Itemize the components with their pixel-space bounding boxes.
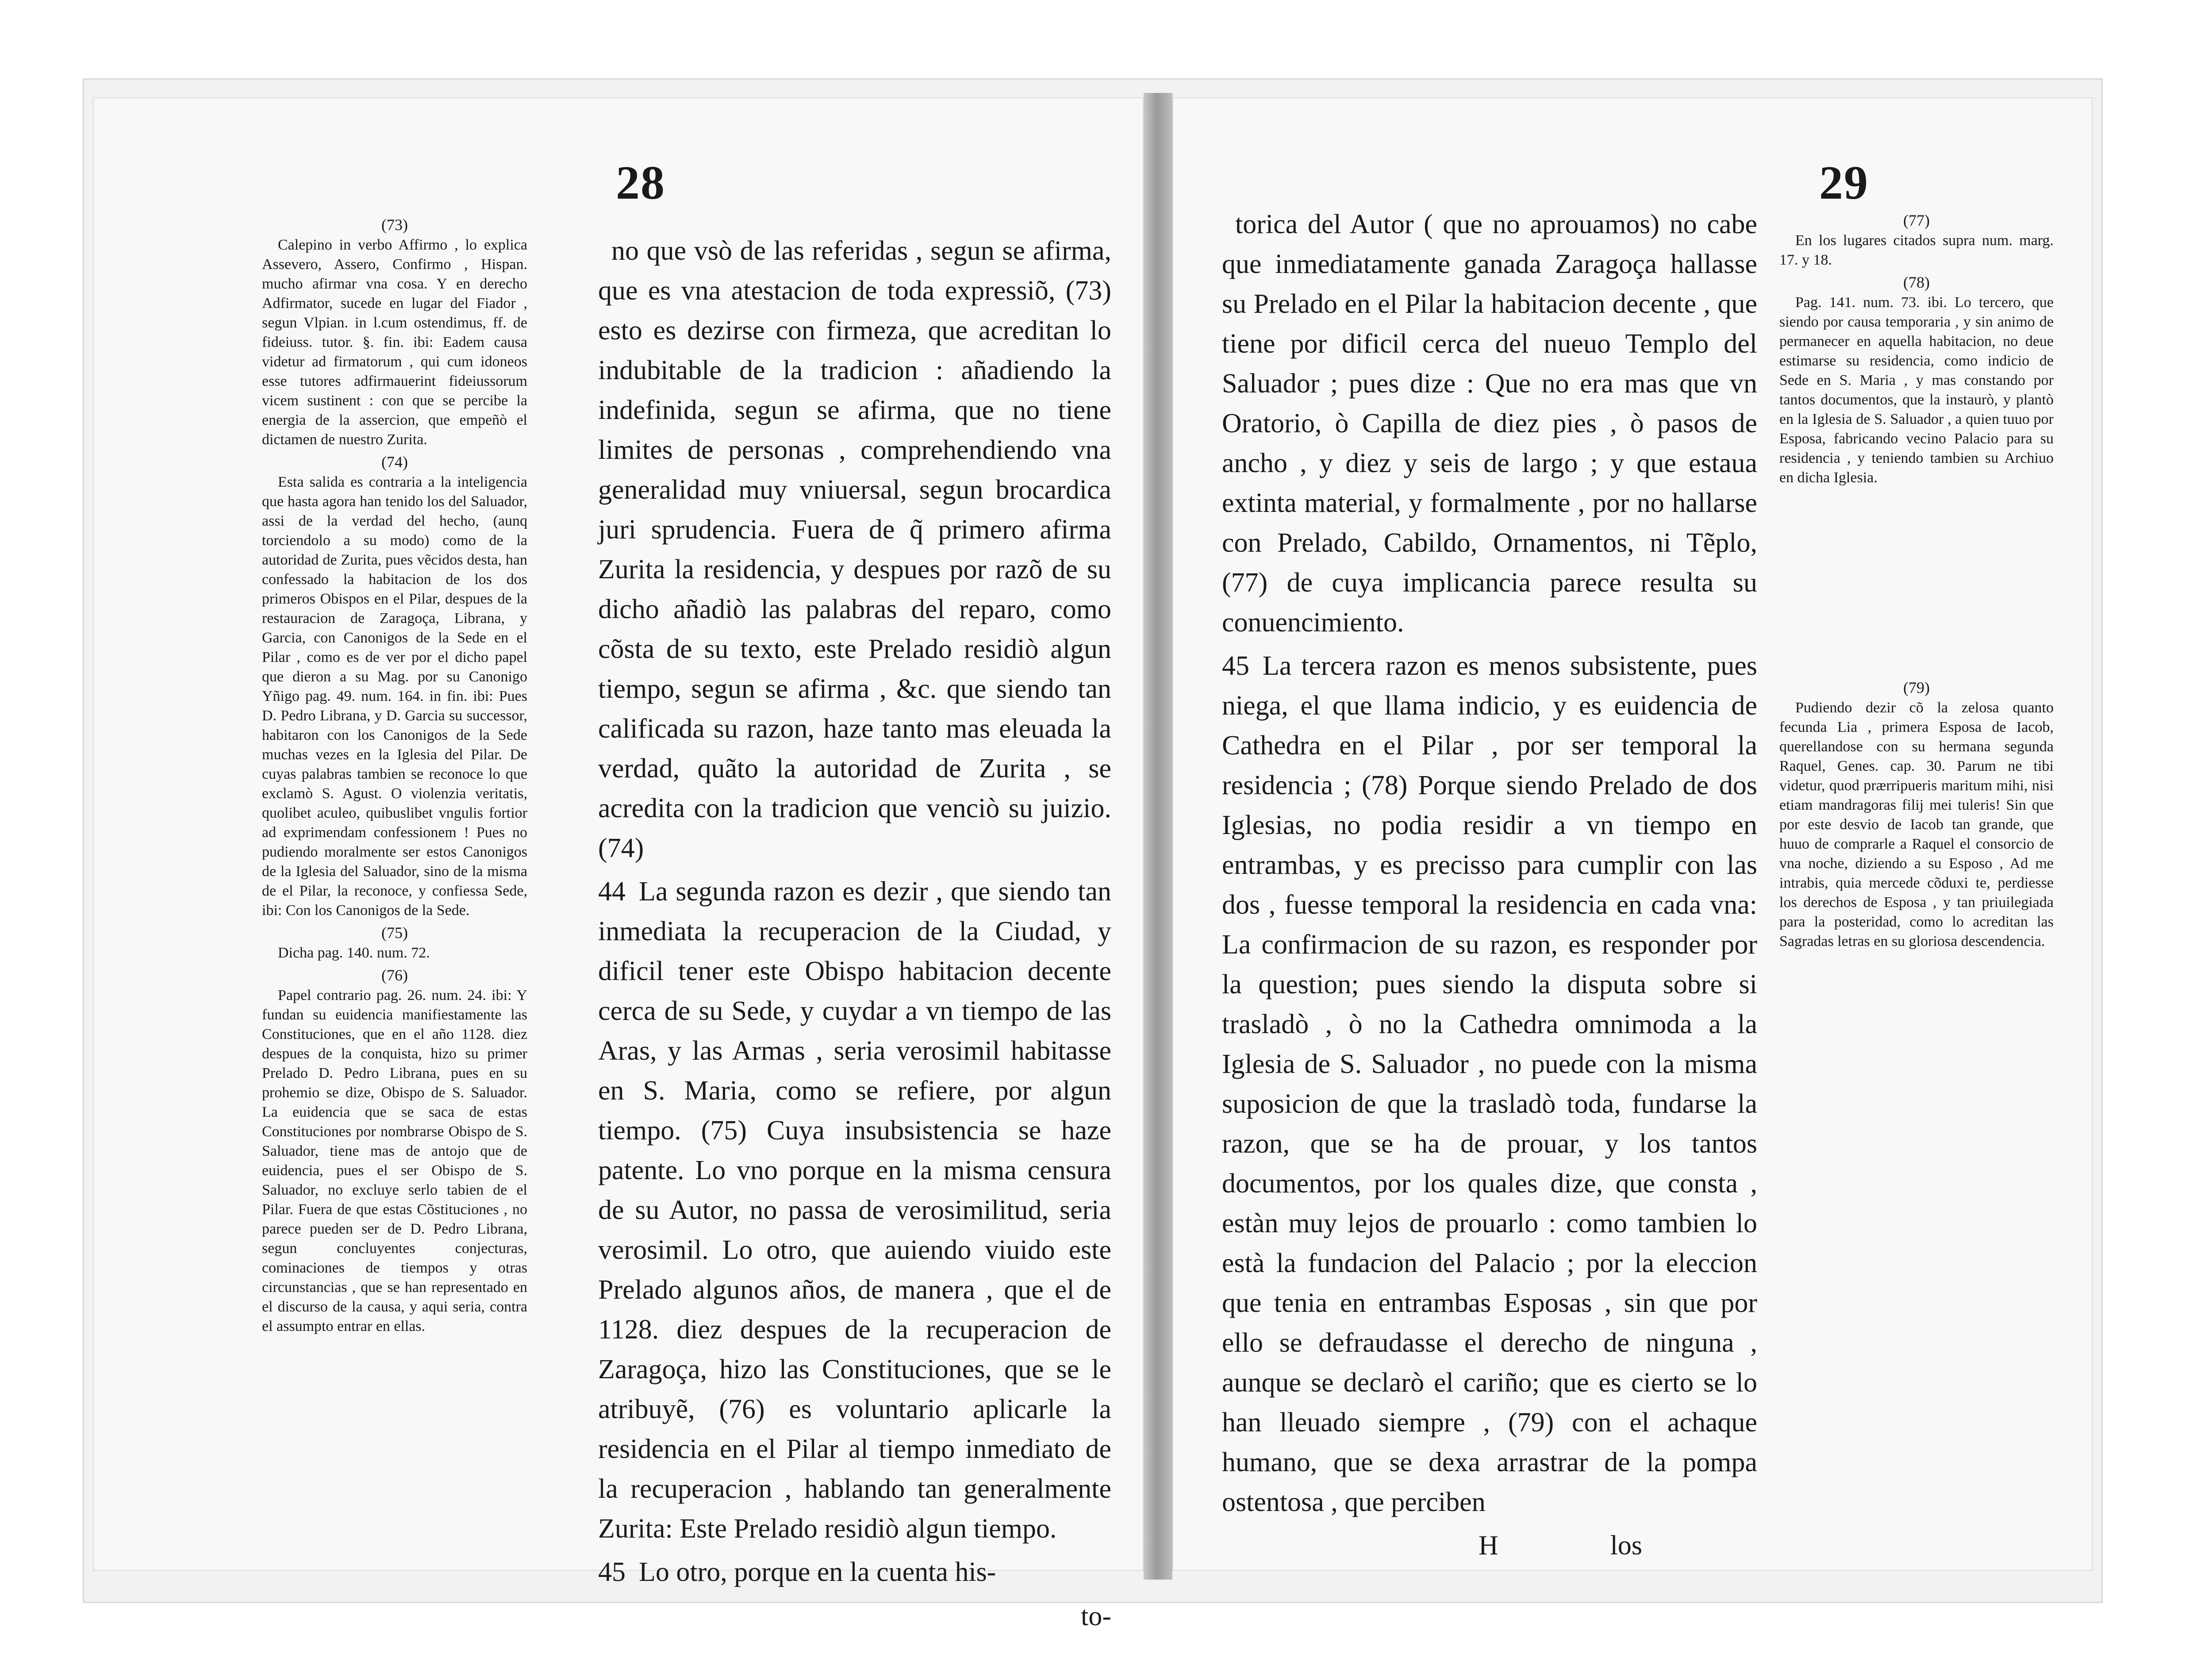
paragraph	[1222, 204, 1757, 642]
left-page	[93, 97, 1144, 1631]
main-text	[598, 231, 1111, 1636]
note-number: (74)	[381, 453, 408, 471]
margin-notes	[262, 213, 527, 1339]
book-gutter	[1144, 93, 1172, 1580]
note-number: (77)	[1903, 211, 1930, 229]
page-number: 29	[1819, 157, 1869, 209]
blank-space	[1779, 490, 2054, 676]
page-footer	[1222, 1526, 1757, 1565]
note-text: Esta salida es contraria a la inteligencia que hasta agora han tenido los del Saluador, assi de la verdad del hecho, (aunq torciendolo a su modo) como de la autoridad de Zurita, pues vẽcidos desta, han confessado la habitacion de los dos primeros Obispos en el Pilar, despues de la restauracion de Zaragoça, Librana, y Garcia, con Canonigos de la Sede en el Pilar , como es de ver por el dicho papel que dieron a su Mag. por su Canonigo Yñigo pag. 49. num. 164. in fin. ibi: Pues D. Pedro Librana, y D. Garcia su successor, habitaron con los Canonigos de la Sede muchas vezes en la Iglesia del Pilar. De cuyas palabras tambien se reconoce lo que exclamò S. Agust. O violenzia veritatis, quolibet aculeo, quibuslibet vngulis fortior ad exprimendam confessionem ! Pues no pudiendo moralmente ser estos Canonigos de la Iglesia del Saluador, sino de la misma de el Pilar, la reconoce, y confiessa Sede, ibi: Con los Canonigos de la Sede.	[262, 474, 527, 919]
margin-note	[262, 452, 527, 920]
note-text: Calepino in verbo Affirmo , lo explica Assevero, Assero, Confirmo , Hispan. mucho afirmar vna cosa. Y en derecho Adfirmator, sucede en lugar del Fiador , segun Vlpian. in l.cum ostendimus, ff. de fideiuss. tutor. §. fin. ibi: Eadem causa videtur ad firmatorum , qui cum idoneos esse tutores adfirmauerint fideiussorum vicem sustinent : con que se percibe la energia de la assercion, que empeñò el dictamen de nuestro Zurita.	[262, 237, 527, 448]
paragraph-text: La tercera razon es menos subsistente, pues niega, el que llama indicio, y es euidencia de Cathedra en el Pilar , por ser temporal la residencia ; (78) Porque siendo Prelado de dos Iglesias, no podia residir a vn tiempo en entrambas, y es precisso para cumplir con las dos , fuesse temporal la residencia en cada vna: La confirmacion de su razon, es responder por la question; pues siendo la disputa sobre si trasladò , ò no la Cathedra omnimoda a la Iglesia de S. Saluador , no puede con la misma suposicion de que la trasladò toda, fundarse la razon, que se ha de prouar, y los tantos documentos, por los quales dize, que consta , estàn muy lejos de prouarlo : como tambien lo està la fundacion del Palacio ; por la eleccion que tenia en entrambas Esposas , sin que por ello se defraudasse el derecho de ninguna , aunque se declarò el cariño; que es cierto se lo han lleuado siempre , (79) con el achaque humano, que se dexa arrastrar de la pompa ostentosa , que perciben	[1222, 651, 1757, 1517]
margin-note	[262, 923, 527, 963]
margin-note	[1779, 273, 2054, 488]
signature-mark: H	[1479, 1530, 1498, 1561]
page-number: 28	[616, 157, 665, 209]
paragraph-text: torica del Autor ( que no aprouamos) no cabe que inmediatamente ganada Zaragoça hallasse su Prelado en el Pilar la habitacion decente , que tiene por dificil cerca del nueuo Templo del Saluador ; pues dize : Que no era mas que vn Oratorio, ò Capilla de diez pies , ò pasos de ancho , y diez y seis de largo ; y que estaua extinta material, y formalmente , por no hallarse con Prelado, Cabildo, Ornamentos, ni Tẽplo, (77) de cuya implicancia parece resulta su conuencimiento.	[1222, 209, 1757, 638]
paragraph	[598, 231, 1111, 868]
paragraph-text: La segunda razon es dezir , que siendo tan inmediata la recuperacion de la Ciudad, y dificil tener este Obispo habitacion decente cerca de su Sede, y cuydar a vn tiempo de las Aras, y las Armas , seria verosimil habitasse en S. Maria, como se refiere, por algun tiempo. (75) Cuya insubsistencia se haze patente. Lo vno porque en la misma censura de su Autor, no passa de verosimilitud, seria verosimil. Lo otro, que auiendo viuido este Prelado algunos años, de manera , que el de 1128. diez despues de la recuperacion de Zaragoça, hizo las Constituciones, que se le atribuyẽ, (76) es voluntario aplicarle la residencia en el Pilar al tiempo inmediato de la recuperacion , hablando tan generalmente Zurita: Este Prelado residiò algun tiempo.	[598, 877, 1111, 1544]
margin-note	[262, 215, 527, 450]
note-number: (73)	[381, 216, 408, 234]
margin-notes	[1779, 209, 2054, 954]
catchword: to-	[1081, 1601, 1111, 1631]
open-book	[84, 80, 2101, 1631]
note-text: Pag. 141. num. 73. ibi. Lo tercero, que siendo por causa temporaria , y sin animo de permanecer en aquella habitacion, no deue estimarse su residencia, como indicio de Sede en S. Maria , y mas constando por tantos documentos, que la instaurò, y plantò en la Iglesia de S. Saluador , a quien tuuo por Esposa, fabricando vecino Palacio para su residencia , y teniendo tambien su Archiuo en dicha Iglesia.	[1779, 294, 2054, 486]
note-text: Dicha pag. 140. num. 72.	[278, 945, 430, 961]
catchword: los	[1610, 1530, 1642, 1561]
paragraph-number: 45	[1222, 651, 1249, 681]
paragraph-number: 45	[598, 1557, 626, 1587]
note-number: (76)	[381, 966, 408, 984]
right-page	[1172, 97, 2093, 1571]
note-number: (78)	[1903, 273, 1930, 291]
margin-note	[262, 965, 527, 1336]
main-text	[1222, 204, 1757, 1565]
note-text: Papel contrario pag. 26. num. 24. ibi: Y fundan su euidencia manifiestamente las Constituciones, que en el año 1128. diez despues de la conquista, hizo su primer Prelado D. Pedro Librana, pues en su prohemio se dize, Obispo de S. Saluador. La euidencia que se saca de estas Constituciones por nombrarse Obispo de S. Saluador, tiene mas de antojo que de euidencia, pues el ser Obispo de S. Saluador, no excluye serlo tabien de el Pilar. Fuera de que estas Cõstituciones , no parece pueden ser de D. Pedro Librana, segun concluyentes conjecturas, cominaciones de tiempos y otras circunstancias , que se han representado en el discurso de la causa, y aqui seria, contra el assumpto entrar en ellas.	[262, 987, 527, 1334]
note-text: En los lugares citados supra num. marg. 17. y 18.	[1779, 232, 2054, 268]
paragraph-text: no que vsò de las referidas , segun se afirma, que es vna atestacion de toda expressiõ, (73) esto es dezirse con firmeza, que acreditan lo indubitable de la tradicion : añadiendo la indefinida, segun se afirma, que no tiene limites de personas , comprehendiendo vna generalidad muy vniuersal, segun brocardica juri sprudencia. Fuera de q̃ primero afirma Zurita la residencia, y despues por razõ de su dicho añadiò las palabras del reparo, como cõsta de su texto, este Prelado residiò algun tiempo, segun se afirma , &c. que siendo tan calificada su razon, haze tanto mas eleuada la verdad, quãto la autoridad de Zurita , se acredita con la tradicion que venciò su juizio. (74)	[598, 236, 1111, 863]
paragraph-text: Lo otro, porque en la cuenta his-	[639, 1557, 996, 1587]
margin-note	[1779, 211, 2054, 270]
note-text: Pudiendo dezir cõ la zelosa quanto fecunda Lia , primera Esposa de Iacob, querellandose con su hermana segunda Raquel, Genes. cap. 30. Parum ne tibi videtur, quod prærripueris maritum mihi, nisi etiam mandragoras filij mei tuleris! Sin que por este desvio de Iacob tan grande, que huuo de comprarle a Raquel el consorcio de vna noche, diziendo a su Esposo , Ad me intrabis, quia mercede cõduxi te, perdiesse los derechos de Esposa , y tan priuilegiada para la posteridad, como lo acreditan las Sagradas letras en su gloriosa descendencia.	[1779, 700, 2054, 950]
paragraph	[598, 1552, 1111, 1592]
paragraph	[1222, 646, 1757, 1522]
note-number: (79)	[1903, 679, 1930, 696]
note-number: (75)	[381, 924, 408, 942]
paragraph-number: 44	[598, 877, 626, 907]
margin-note	[1779, 678, 2054, 951]
paragraph	[598, 872, 1111, 1549]
